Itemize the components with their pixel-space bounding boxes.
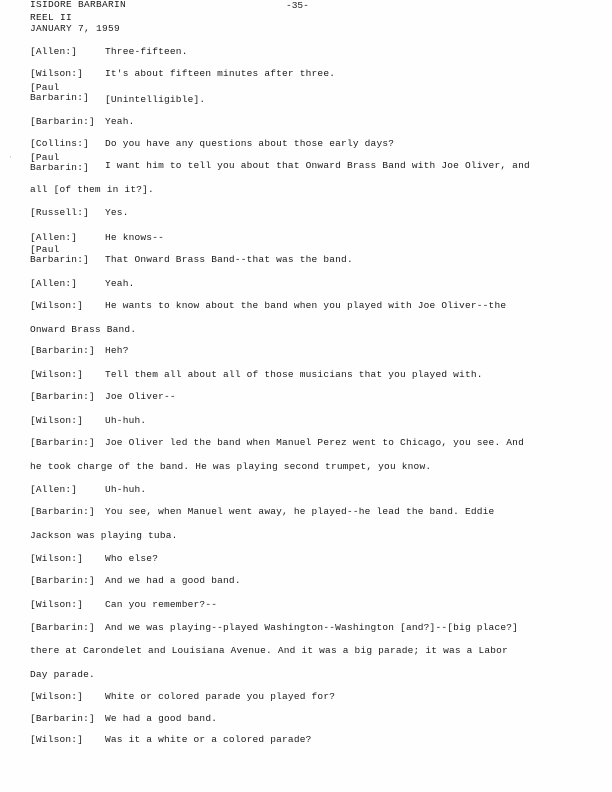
speaker-label: [Wilson:]	[30, 553, 84, 564]
speaker-label: [Barbarin:]	[30, 622, 95, 633]
dialogue-line: Tell them all about all of those musicians that you played with.	[105, 369, 483, 380]
scan-speck: ·	[8, 153, 13, 162]
dialogue-line: We had a good band.	[105, 713, 218, 724]
dialogue-line: Heh?	[105, 345, 129, 356]
speaker-label: [Barbarin:]	[30, 713, 95, 724]
speaker-label: [Wilson:]	[30, 734, 84, 745]
dialogue-line: Jackson was playing tuba.	[30, 530, 178, 541]
dialogue-line: Can you remember?--	[105, 599, 218, 610]
dialogue-line: Joe Oliver led the band when Manuel Perez went to Chicago, you see. And	[105, 437, 524, 448]
dialogue-line: there at Carondelet and Louisiana Avenue. And it was a big parade; it was a Labor	[30, 645, 508, 656]
speaker-label: [Allen:]	[30, 46, 78, 57]
speaker-label: [Wilson:]	[30, 68, 84, 79]
page-number: -35-	[286, 0, 309, 11]
dialogue-line: And we was playing--played Washington--Washington [and?]--[big place?]	[105, 622, 519, 633]
dialogue-line: Yeah.	[105, 278, 135, 289]
dialogue-line: he took charge of the band. He was playing second trumpet, you know.	[30, 461, 432, 472]
speaker-label: [Wilson:]	[30, 599, 84, 610]
reel-label: REEL II	[30, 12, 73, 23]
speaker-label: [Barbarin:]	[30, 116, 95, 127]
dialogue-line: I want him to tell you about that Onward Brass Band with Joe Oliver, and	[105, 160, 530, 171]
dialogue-line: And we had a good band.	[105, 575, 241, 586]
speaker-label: [Wilson:]	[30, 415, 84, 426]
dialogue-line: Three-fifteen.	[105, 46, 188, 57]
dialogue-line: It's about fifteen minutes after three.	[105, 68, 336, 79]
speaker-label: [Barbarin:]	[30, 437, 95, 448]
dialogue-line: White or colored parade you played for?	[105, 691, 336, 702]
speaker-label: [Allen:]	[30, 484, 78, 495]
speaker-label: [Barbarin:]	[30, 506, 95, 517]
dialogue-line: Onward Brass Band.	[30, 324, 137, 335]
dialogue-line: Who else?	[105, 553, 159, 564]
speaker-label: [Collins:]	[30, 138, 90, 149]
speaker-label: [Allen:]	[30, 232, 78, 243]
speaker-label: [Barbarin:]	[30, 575, 95, 586]
dialogue-line: Yes.	[105, 207, 129, 218]
speaker-label: [Paul Barbarin:]	[30, 152, 90, 173]
dialogue-line: He knows--	[105, 232, 165, 243]
interview-date: JANUARY 7, 1959	[30, 23, 121, 34]
speaker-label: [Wilson:]	[30, 300, 84, 311]
dialogue-line: Joe Oliver--	[105, 391, 176, 402]
dialogue-line: That Onward Brass Band--that was the band.	[105, 254, 353, 265]
dialogue-line: Was it a white or a colored parade?	[105, 734, 312, 745]
dialogue-line: Do you have any questions about those early days?	[105, 138, 395, 149]
speaker-label: [Russell:]	[30, 207, 90, 218]
dialogue-line: He wants to know about the band when you played with Joe Oliver--the	[105, 300, 507, 311]
dialogue-line: Yeah.	[105, 116, 135, 127]
interviewee-name: ISIDORE BARBARIN	[30, 0, 127, 10]
dialogue-line: You see, when Manuel went away, he played--he lead the band. Eddie	[105, 506, 495, 517]
dialogue-line: Uh-huh.	[105, 484, 147, 495]
speaker-label: [Paul Barbarin:]	[30, 244, 90, 265]
dialogue-line: Day parade.	[30, 669, 95, 680]
speaker-label: [Barbarin:]	[30, 345, 95, 356]
speaker-label: [Wilson:]	[30, 691, 84, 702]
speaker-label: [Allen:]	[30, 278, 78, 289]
speaker-label: [Barbarin:]	[30, 391, 95, 402]
dialogue-line: [Unintelligible].	[105, 94, 206, 105]
speaker-label: [Paul Barbarin:]	[30, 82, 90, 103]
dialogue-line: all [of them in it?].	[30, 184, 154, 195]
speaker-label: [Wilson:]	[30, 369, 84, 380]
dialogue-line: Uh-huh.	[105, 415, 147, 426]
